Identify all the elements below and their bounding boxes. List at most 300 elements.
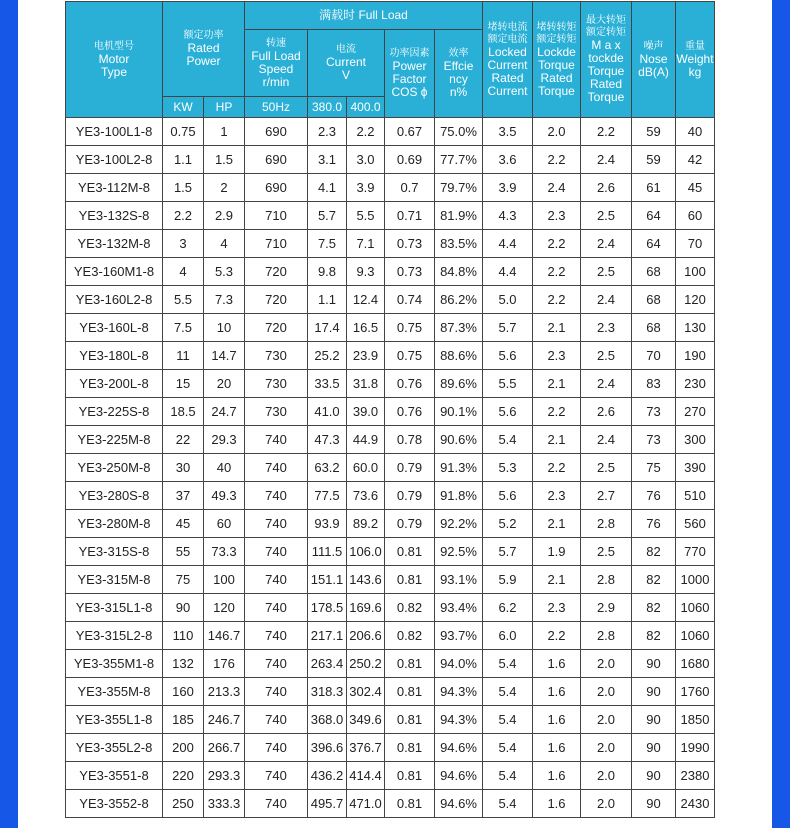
cell-speed: 740 [245, 454, 308, 482]
cell-speed: 740 [245, 734, 308, 762]
power-factor-en1: Power [392, 59, 427, 73]
cell-weight: 100 [676, 258, 715, 286]
cell-max-torque: 2.7 [581, 482, 632, 510]
cell-locked-current: 5.7 [483, 538, 533, 566]
cell-locked-current: 5.4 [483, 426, 533, 454]
cell-locked-current: 5.4 [483, 706, 533, 734]
cell-current-380: 17.4 [308, 314, 347, 342]
table-row [66, 706, 715, 734]
cell-speed: 740 [245, 566, 308, 594]
cell-efficiency: 77.7% [435, 146, 483, 174]
cell-max-torque: 2.5 [581, 538, 632, 566]
cell-current-400: 143.6 [347, 566, 385, 594]
cell-current-400: 250.2 [347, 650, 385, 678]
cell-model: YE3-315L1-8 [66, 594, 163, 622]
cell-current-380: 111.5 [308, 538, 347, 566]
locked-current-en2: Current [487, 57, 528, 72]
cell-kw: 11 [163, 342, 204, 370]
cell-hp: 1.5 [204, 146, 245, 174]
col-locked-current [483, 2, 533, 118]
cell-current-400: 12.4 [347, 286, 385, 314]
cell-locked-current: 4.4 [483, 230, 533, 258]
cell-current-400: 471.0 [347, 790, 385, 818]
cell-power-factor: 0.67 [385, 118, 435, 146]
cell-power-factor: 0.71 [385, 202, 435, 230]
cell-current-380: 41.0 [308, 398, 347, 426]
cell-efficiency: 75.0% [435, 118, 483, 146]
cell-power-factor: 0.82 [385, 594, 435, 622]
rated-power-en2: Power [186, 54, 221, 68]
cell-current-380: 77.5 [308, 482, 347, 510]
cell-speed: 710 [245, 202, 308, 230]
cell-weight: 300 [676, 426, 715, 454]
table-row [66, 510, 715, 538]
cell-noise: 76 [632, 510, 676, 538]
cell-current-380: 2.3 [308, 118, 347, 146]
cell-kw: 37 [163, 482, 204, 510]
table-row [66, 482, 715, 510]
speed-en2: Speed [258, 61, 294, 76]
cell-noise: 90 [632, 706, 676, 734]
right-blue-bar [772, 0, 790, 828]
cell-max-torque: 2.8 [581, 566, 632, 594]
cell-power-factor: 0.7 [385, 174, 435, 202]
cell-kw: 1.5 [163, 174, 204, 202]
cell-max-torque: 2.4 [581, 426, 632, 454]
noise-cn: 噪声 [643, 40, 664, 52]
cell-current-400: 7.1 [347, 230, 385, 258]
cell-current-380: 25.2 [308, 342, 347, 370]
table-row [66, 426, 715, 454]
cell-weight: 45 [676, 174, 715, 202]
cell-noise: 61 [632, 174, 676, 202]
cell-locked-current: 5.5 [483, 370, 533, 398]
locked-torque-en3: Rated [540, 70, 573, 85]
col-power-factor [385, 30, 435, 118]
cell-max-torque: 2.8 [581, 510, 632, 538]
cell-weight: 2380 [676, 762, 715, 790]
table-row [66, 314, 715, 342]
cell-current-380: 9.8 [308, 258, 347, 286]
cell-noise: 83 [632, 370, 676, 398]
cell-locked-torque: 2.1 [533, 426, 581, 454]
cell-efficiency: 86.2% [435, 286, 483, 314]
cell-kw: 132 [163, 650, 204, 678]
cell-model: YE3-225S-8 [66, 398, 163, 426]
cell-kw: 45 [163, 510, 204, 538]
cell-hp: 73.3 [204, 538, 245, 566]
cell-hp: 176 [204, 650, 245, 678]
cell-kw: 90 [163, 594, 204, 622]
cell-hp: 4 [204, 230, 245, 258]
cell-noise: 82 [632, 566, 676, 594]
cell-locked-current: 5.6 [483, 398, 533, 426]
cell-kw: 18.5 [163, 398, 204, 426]
locked-current-cn2: 额定电流 [487, 33, 528, 45]
cell-model: YE3-160M1-8 [66, 258, 163, 286]
cell-hp: 7.3 [204, 286, 245, 314]
cell-weight: 390 [676, 454, 715, 482]
cell-locked-torque: 2.2 [533, 258, 581, 286]
cell-current-400: 376.7 [347, 734, 385, 762]
cell-current-380: 3.1 [308, 146, 347, 174]
max-torque-en5: Torque [587, 90, 625, 104]
cell-current-400: 206.6 [347, 622, 385, 650]
cell-kw: 3 [163, 230, 204, 258]
table-row [66, 622, 715, 650]
cell-weight: 1850 [676, 706, 715, 734]
col-max-torque [581, 2, 632, 118]
locked-current-en3: Rated [491, 70, 524, 85]
cell-efficiency: 83.5% [435, 230, 483, 258]
cell-model: YE3-315L2-8 [66, 622, 163, 650]
unit-kw: KW [163, 97, 204, 118]
cell-locked-torque: 2.1 [533, 370, 581, 398]
cell-current-380: 396.6 [308, 734, 347, 762]
col-locked-torque [533, 2, 581, 118]
cell-hp: 5.3 [204, 258, 245, 286]
cell-current-400: 349.6 [347, 706, 385, 734]
cell-locked-current: 3.6 [483, 146, 533, 174]
cell-weight: 1990 [676, 734, 715, 762]
cell-locked-torque: 1.6 [533, 678, 581, 706]
cell-speed: 740 [245, 650, 308, 678]
cell-speed: 730 [245, 370, 308, 398]
cell-hp: 10 [204, 314, 245, 342]
cell-current-380: 436.2 [308, 762, 347, 790]
cell-noise: 90 [632, 650, 676, 678]
cell-locked-torque: 2.4 [533, 174, 581, 202]
cell-noise: 68 [632, 314, 676, 342]
cell-weight: 190 [676, 342, 715, 370]
cell-power-factor: 0.81 [385, 762, 435, 790]
cell-noise: 90 [632, 678, 676, 706]
cell-hp: 213.3 [204, 678, 245, 706]
cell-model: YE3-280M-8 [66, 510, 163, 538]
motor-type-en1: Motor [98, 51, 130, 66]
cell-weight: 60 [676, 202, 715, 230]
cell-hp: 2.9 [204, 202, 245, 230]
cell-max-torque: 2.5 [581, 202, 632, 230]
cell-model: YE3-100L1-8 [66, 118, 163, 146]
cell-kw: 220 [163, 762, 204, 790]
table-row [66, 566, 715, 594]
cell-locked-torque: 1.9 [533, 538, 581, 566]
cell-kw: 4 [163, 258, 204, 286]
cell-model: YE3-355L2-8 [66, 734, 163, 762]
cell-model: YE3-315S-8 [66, 538, 163, 566]
locked-current-cn1: 堵转电流 [487, 21, 528, 33]
table-row [66, 258, 715, 286]
cell-weight: 560 [676, 510, 715, 538]
cell-hp: 1 [204, 118, 245, 146]
cell-speed: 730 [245, 398, 308, 426]
unit-380v: 380.0 [308, 97, 347, 118]
efficiency-en1: Effcie [443, 59, 474, 73]
cell-model: YE3-355M1-8 [66, 650, 163, 678]
locked-torque-en4: Torque [538, 83, 575, 98]
cell-max-torque: 2.5 [581, 258, 632, 286]
unit-hp: HP [204, 97, 245, 118]
cell-locked-torque: 2.1 [533, 510, 581, 538]
cell-locked-torque: 1.6 [533, 650, 581, 678]
cell-current-380: 7.5 [308, 230, 347, 258]
cell-max-torque: 2.2 [581, 118, 632, 146]
cell-hp: 120 [204, 594, 245, 622]
cell-current-380: 5.7 [308, 202, 347, 230]
cell-hp: 2 [204, 174, 245, 202]
current-en2: V [341, 68, 350, 82]
col-current [308, 30, 385, 97]
speed-en3: r/min [262, 74, 290, 89]
cell-efficiency: 88.6% [435, 342, 483, 370]
cell-kw: 200 [163, 734, 204, 762]
cell-max-torque: 2.5 [581, 454, 632, 482]
cell-speed: 740 [245, 790, 308, 818]
locked-torque-cn1: 堵转转矩 [536, 21, 577, 33]
cell-hp: 49.3 [204, 482, 245, 510]
locked-torque-en1: Lockde [537, 44, 576, 59]
cell-locked-current: 5.4 [483, 762, 533, 790]
cell-max-torque: 2.4 [581, 230, 632, 258]
max-torque-cn1: 最大转矩 [586, 15, 626, 26]
cell-model: YE3-160L-8 [66, 314, 163, 342]
cell-kw: 7.5 [163, 314, 204, 342]
table-row [66, 650, 715, 678]
table-row [66, 118, 715, 146]
cell-current-400: 44.9 [347, 426, 385, 454]
cell-current-380: 151.1 [308, 566, 347, 594]
cell-efficiency: 87.3% [435, 314, 483, 342]
cell-model: YE3-315M-8 [66, 566, 163, 594]
cell-locked-current: 5.0 [483, 286, 533, 314]
locked-current-en4: Current [487, 83, 528, 98]
cell-power-factor: 0.81 [385, 678, 435, 706]
cell-current-400: 414.4 [347, 762, 385, 790]
unit-400v: 400.0 [347, 97, 385, 118]
cell-weight: 1760 [676, 678, 715, 706]
cell-current-380: 263.4 [308, 650, 347, 678]
cell-efficiency: 79.7% [435, 174, 483, 202]
efficiency-en3: n% [449, 85, 468, 99]
cell-model: YE3-280S-8 [66, 482, 163, 510]
current-en1: Current [325, 55, 366, 69]
cell-weight: 510 [676, 482, 715, 510]
cell-model: YE3-225M-8 [66, 426, 163, 454]
cell-noise: 68 [632, 286, 676, 314]
cell-current-380: 1.1 [308, 286, 347, 314]
cell-weight: 270 [676, 398, 715, 426]
cell-locked-current: 4.4 [483, 258, 533, 286]
cell-locked-torque: 2.3 [533, 202, 581, 230]
cell-efficiency: 94.0% [435, 650, 483, 678]
cell-locked-torque: 2.2 [533, 454, 581, 482]
cell-hp: 14.7 [204, 342, 245, 370]
cell-power-factor: 0.81 [385, 734, 435, 762]
cell-efficiency: 91.8% [435, 482, 483, 510]
cell-kw: 30 [163, 454, 204, 482]
cell-power-factor: 0.82 [385, 622, 435, 650]
speed-en1: Full Load [251, 48, 301, 63]
col-motor-type [66, 2, 163, 118]
cell-hp: 40 [204, 454, 245, 482]
cell-noise: 70 [632, 342, 676, 370]
cell-speed: 730 [245, 342, 308, 370]
cell-hp: 266.7 [204, 734, 245, 762]
cell-weight: 2430 [676, 790, 715, 818]
cell-model: YE3-132M-8 [66, 230, 163, 258]
cell-locked-torque: 2.1 [533, 566, 581, 594]
cell-noise: 90 [632, 790, 676, 818]
cell-power-factor: 0.75 [385, 314, 435, 342]
cell-locked-torque: 1.6 [533, 762, 581, 790]
cell-hp: 333.3 [204, 790, 245, 818]
cell-locked-current: 6.2 [483, 594, 533, 622]
cell-weight: 1000 [676, 566, 715, 594]
cell-noise: 59 [632, 146, 676, 174]
locked-current-en1: Locked [488, 44, 527, 59]
unit-50hz: 50Hz [245, 97, 308, 118]
cell-hp: 24.7 [204, 398, 245, 426]
table-row [66, 230, 715, 258]
cell-locked-current: 4.3 [483, 202, 533, 230]
cell-power-factor: 0.81 [385, 566, 435, 594]
cell-max-torque: 2.6 [581, 174, 632, 202]
cell-kw: 160 [163, 678, 204, 706]
speed-cn: 转速 [266, 37, 286, 49]
table-row [66, 538, 715, 566]
cell-kw: 22 [163, 426, 204, 454]
cell-speed: 690 [245, 174, 308, 202]
cell-hp: 293.3 [204, 762, 245, 790]
cell-locked-torque: 2.3 [533, 342, 581, 370]
cell-power-factor: 0.76 [385, 370, 435, 398]
cell-weight: 1680 [676, 650, 715, 678]
cell-locked-torque: 2.2 [533, 146, 581, 174]
cell-max-torque: 2.4 [581, 146, 632, 174]
weight-cn: 重量 [685, 40, 705, 52]
cell-locked-current: 5.3 [483, 454, 533, 482]
cell-current-400: 169.6 [347, 594, 385, 622]
cell-speed: 740 [245, 510, 308, 538]
power-factor-en2: Factor [392, 72, 427, 86]
cell-locked-torque: 1.6 [533, 734, 581, 762]
col-speed [245, 30, 308, 97]
cell-speed: 720 [245, 314, 308, 342]
cell-weight: 70 [676, 230, 715, 258]
cell-hp: 100 [204, 566, 245, 594]
col-rated-power [163, 2, 245, 97]
cell-current-380: 4.1 [308, 174, 347, 202]
cell-noise: 64 [632, 202, 676, 230]
cell-speed: 740 [245, 538, 308, 566]
cell-current-400: 106.0 [347, 538, 385, 566]
cell-model: YE3-160L2-8 [66, 286, 163, 314]
table-row [66, 454, 715, 482]
cell-efficiency: 81.9% [435, 202, 483, 230]
noise-en2: dB(A) [638, 64, 669, 79]
cell-current-400: 3.0 [347, 146, 385, 174]
cell-locked-current: 5.4 [483, 678, 533, 706]
spec-table-body [66, 118, 715, 818]
cell-max-torque: 2.0 [581, 734, 632, 762]
cell-model: YE3-112M-8 [66, 174, 163, 202]
cell-locked-torque: 2.3 [533, 594, 581, 622]
cell-current-400: 302.4 [347, 678, 385, 706]
cell-kw: 55 [163, 538, 204, 566]
cell-current-400: 89.2 [347, 510, 385, 538]
cell-current-400: 9.3 [347, 258, 385, 286]
cell-kw: 75 [163, 566, 204, 594]
cell-power-factor: 0.73 [385, 230, 435, 258]
col-efficiency [435, 30, 483, 118]
cell-current-380: 63.2 [308, 454, 347, 482]
cell-locked-torque: 2.2 [533, 398, 581, 426]
cell-efficiency: 92.5% [435, 538, 483, 566]
cell-speed: 740 [245, 482, 308, 510]
cell-max-torque: 2.0 [581, 678, 632, 706]
cell-noise: 82 [632, 538, 676, 566]
cell-max-torque: 2.0 [581, 790, 632, 818]
cell-noise: 59 [632, 118, 676, 146]
cell-weight: 42 [676, 146, 715, 174]
motor-type-en2: Type [100, 64, 127, 79]
cell-current-400: 31.8 [347, 370, 385, 398]
cell-power-factor: 0.74 [385, 286, 435, 314]
cell-current-380: 495.7 [308, 790, 347, 818]
weight-en1: Weight [676, 51, 714, 66]
table-row [66, 734, 715, 762]
cell-weight: 1060 [676, 622, 715, 650]
col-full-load: 满载时 Full Load [245, 2, 483, 30]
cell-speed: 740 [245, 706, 308, 734]
cell-max-torque: 2.4 [581, 370, 632, 398]
cell-current-380: 178.5 [308, 594, 347, 622]
col-weight [676, 2, 715, 118]
cell-noise: 90 [632, 762, 676, 790]
cell-power-factor: 0.79 [385, 454, 435, 482]
cell-locked-current: 5.6 [483, 482, 533, 510]
cell-speed: 690 [245, 118, 308, 146]
cell-noise: 76 [632, 482, 676, 510]
table-row [66, 174, 715, 202]
cell-current-400: 73.6 [347, 482, 385, 510]
cell-current-380: 217.1 [308, 622, 347, 650]
cell-power-factor: 0.79 [385, 482, 435, 510]
cell-locked-torque: 2.2 [533, 230, 581, 258]
table-row [66, 398, 715, 426]
locked-torque-cn2: 额定转矩 [536, 33, 577, 45]
cell-current-380: 33.5 [308, 370, 347, 398]
cell-efficiency: 94.6% [435, 734, 483, 762]
cell-noise: 73 [632, 426, 676, 454]
cell-efficiency: 89.6% [435, 370, 483, 398]
cell-speed: 740 [245, 678, 308, 706]
cell-weight: 770 [676, 538, 715, 566]
cell-locked-torque: 2.1 [533, 314, 581, 342]
cell-kw: 250 [163, 790, 204, 818]
cell-max-torque: 2.4 [581, 286, 632, 314]
cell-current-400: 23.9 [347, 342, 385, 370]
cell-locked-current: 6.0 [483, 622, 533, 650]
cell-power-factor: 0.81 [385, 650, 435, 678]
cell-weight: 40 [676, 118, 715, 146]
cell-model: YE3-180L-8 [66, 342, 163, 370]
cell-locked-current: 5.9 [483, 566, 533, 594]
table-row [66, 790, 715, 818]
cell-locked-torque: 2.2 [533, 286, 581, 314]
cell-speed: 720 [245, 258, 308, 286]
